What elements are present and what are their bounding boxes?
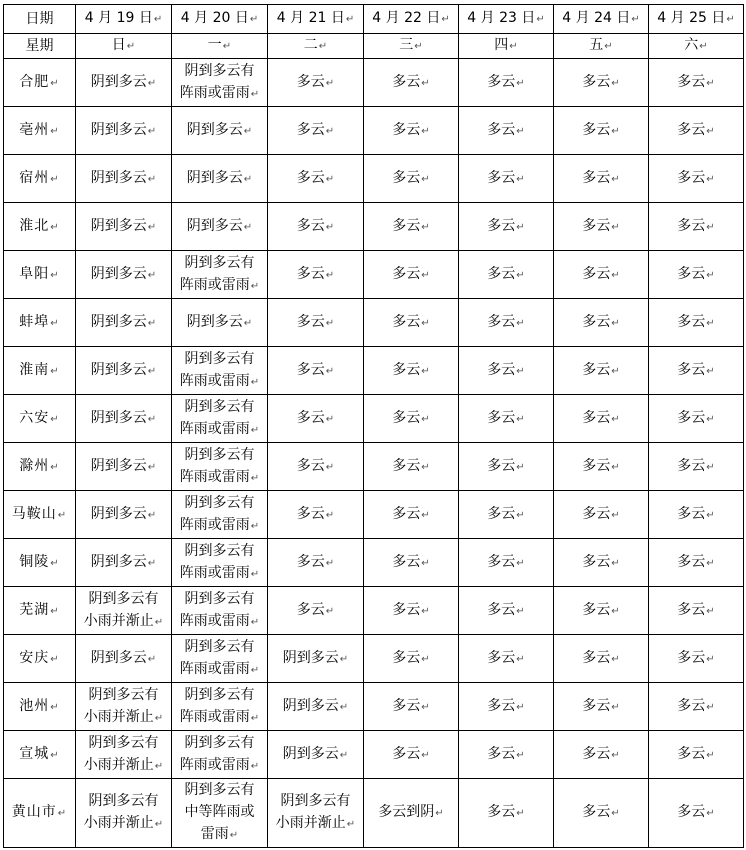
forecast-cell: 多云↵ [268, 443, 364, 491]
table-row [4, 635, 744, 683]
forecast-cell: 多云↵ [554, 779, 649, 848]
forecast-cell: 多云↵ [364, 299, 459, 347]
forecast-cell: 多云↵ [268, 107, 364, 155]
forecast-cell: 多云↵ [459, 395, 554, 443]
forecast-cell: 多云↵ [364, 155, 459, 203]
forecast-cell: 多云↵ [649, 395, 744, 443]
forecast-cell: 阴到多云↵ [76, 395, 172, 443]
forecast-cell: 阴到多云有 阵雨或雷雨↵ [172, 731, 268, 779]
forecast-cell: 阴到多云有 阵雨或雷雨↵ [172, 347, 268, 395]
forecast-cell: 多云↵ [649, 59, 744, 107]
forecast-cell: 多云↵ [649, 779, 744, 848]
forecast-cell: 多云↵ [268, 155, 364, 203]
forecast-cell: 多云↵ [364, 443, 459, 491]
forecast-cell: 多云↵ [268, 203, 364, 251]
forecast-cell: 多云↵ [554, 443, 649, 491]
city-cell: 黄山市↵ [4, 779, 76, 848]
forecast-cell: 阴到多云有 阵雨或雷雨↵ [172, 635, 268, 683]
forecast-cell: 多云↵ [554, 683, 649, 731]
table-row [4, 683, 744, 731]
forecast-cell: 多云↵ [459, 59, 554, 107]
forecast-cell: 阴到多云↵ [76, 155, 172, 203]
forecast-cell: 多云↵ [268, 299, 364, 347]
city-cell: 宿州↵ [4, 155, 76, 203]
city-cell: 芜湖↵ [4, 587, 76, 635]
forecast-cell: 多云↵ [459, 539, 554, 587]
forecast-cell: 多云↵ [364, 59, 459, 107]
forecast-cell: 多云↵ [268, 347, 364, 395]
forecast-cell: 阴到多云↵ [172, 107, 268, 155]
forecast-cell: 多云↵ [649, 683, 744, 731]
table-row [4, 443, 744, 491]
forecast-cell: 阴到多云↵ [76, 251, 172, 299]
weekday-label: 星期 [4, 34, 76, 59]
forecast-cell: 多云↵ [554, 59, 649, 107]
forecast-cell: 多云↵ [649, 203, 744, 251]
forecast-cell: 多云↵ [364, 107, 459, 155]
forecast-cell: 多云↵ [364, 491, 459, 539]
forecast-cell: 多云↵ [649, 155, 744, 203]
forecast-cell: 阴到多云↵ [268, 635, 364, 683]
city-cell: 蚌埠↵ [4, 299, 76, 347]
weekday-cell: 四↵ [459, 34, 554, 59]
forecast-cell: 阴到多云↵ [268, 731, 364, 779]
city-cell: 池州↵ [4, 683, 76, 731]
city-cell: 淮北↵ [4, 203, 76, 251]
forecast-cell: 多云↵ [554, 731, 649, 779]
date-cell: 4 月 20 日↵ [172, 5, 268, 34]
weekday-cell: 五↵ [554, 34, 649, 59]
forecast-cell: 多云↵ [364, 635, 459, 683]
forecast-cell: 阴到多云有 小雨并渐止↵ [76, 731, 172, 779]
forecast-cell: 阴到多云↵ [76, 491, 172, 539]
forecast-cell: 多云↵ [268, 491, 364, 539]
forecast-cell: 多云↵ [364, 203, 459, 251]
forecast-cell: 阴到多云↵ [76, 107, 172, 155]
forecast-cell: 多云↵ [649, 491, 744, 539]
forecast-cell: 多云↵ [554, 539, 649, 587]
forecast-cell: 多云↵ [649, 731, 744, 779]
weekday-cell: 二↵ [268, 34, 364, 59]
forecast-cell: 多云↵ [364, 347, 459, 395]
forecast-cell: 多云↵ [268, 395, 364, 443]
forecast-cell: 阴到多云↵ [76, 347, 172, 395]
forecast-cell: 多云↵ [554, 299, 649, 347]
forecast-cell: 阴到多云有 阵雨或雷雨↵ [172, 395, 268, 443]
forecast-cell: 多云↵ [364, 683, 459, 731]
table-row [4, 779, 744, 848]
forecast-cell: 阴到多云↵ [76, 443, 172, 491]
forecast-cell: 多云↵ [459, 251, 554, 299]
forecast-cell: 多云↵ [459, 731, 554, 779]
city-cell: 安庆↵ [4, 635, 76, 683]
forecast-cell: 多云↵ [268, 59, 364, 107]
city-cell: 六安↵ [4, 395, 76, 443]
forecast-cell: 多云↵ [459, 443, 554, 491]
table-row [4, 731, 744, 779]
forecast-cell: 阴到多云有 小雨并渐止↵ [76, 779, 172, 848]
forecast-cell: 多云↵ [554, 395, 649, 443]
table-row [4, 395, 744, 443]
city-cell: 淮南↵ [4, 347, 76, 395]
forecast-cell: 阴到多云有 小雨并渐止↵ [76, 587, 172, 635]
forecast-cell: 阴到多云有 小雨并渐止↵ [268, 779, 364, 848]
forecast-cell: 多云↵ [554, 203, 649, 251]
city-cell: 阜阳↵ [4, 251, 76, 299]
forecast-cell: 多云↵ [459, 779, 554, 848]
weekday-cell: 日↵ [76, 34, 172, 59]
forecast-cell: 多云↵ [649, 251, 744, 299]
forecast-cell: 多云↵ [459, 347, 554, 395]
forecast-cell: 多云↵ [554, 587, 649, 635]
table-row [4, 251, 744, 299]
forecast-cell: 多云↵ [459, 203, 554, 251]
forecast-cell: 阴到多云有 阵雨或雷雨↵ [172, 587, 268, 635]
table-row [4, 59, 744, 107]
table-row [4, 587, 744, 635]
date-cell: 4 月 24 日↵ [554, 5, 649, 34]
forecast-cell: 阴到多云↵ [76, 635, 172, 683]
forecast-cell: 多云↵ [459, 491, 554, 539]
table-row [4, 107, 744, 155]
forecast-cell: 多云↵ [649, 587, 744, 635]
forecast-cell: 多云↵ [364, 587, 459, 635]
forecast-cell: 多云↵ [364, 539, 459, 587]
forecast-cell: 多云到阴↵ [364, 779, 459, 848]
forecast-cell: 阴到多云↵ [76, 539, 172, 587]
city-cell: 亳州↵ [4, 107, 76, 155]
forecast-cell: 多云↵ [268, 587, 364, 635]
forecast-cell: 多云↵ [459, 587, 554, 635]
city-cell: 马鞍山↵ [4, 491, 76, 539]
forecast-cell: 阴到多云↵ [76, 59, 172, 107]
forecast-cell: 阴到多云有 小雨并渐止↵ [76, 683, 172, 731]
forecast-cell: 阴到多云有 阵雨或雷雨↵ [172, 251, 268, 299]
forecast-cell: 阴到多云↵ [76, 299, 172, 347]
date-label: 日期 [4, 5, 76, 34]
forecast-cell: 阴到多云有 阵雨或雷雨↵ [172, 443, 268, 491]
forecast-cell: 阴到多云有 阵雨或雷雨↵ [172, 683, 268, 731]
forecast-cell: 多云↵ [554, 251, 649, 299]
forecast-cell: 多云↵ [459, 155, 554, 203]
forecast-cell: 多云↵ [364, 251, 459, 299]
forecast-cell: 多云↵ [649, 443, 744, 491]
city-cell: 滁州↵ [4, 443, 76, 491]
date-header-row [4, 5, 744, 34]
date-cell: 4 月 21 日↵ [268, 5, 364, 34]
forecast-cell: 多云↵ [649, 539, 744, 587]
date-cell: 4 月 25 日↵ [649, 5, 744, 34]
forecast-cell: 阴到多云↵ [76, 203, 172, 251]
forecast-cell: 多云↵ [649, 635, 744, 683]
city-cell: 铜陵↵ [4, 539, 76, 587]
city-cell: 合肥↵ [4, 59, 76, 107]
forecast-cell: 多云↵ [649, 107, 744, 155]
table-row [4, 491, 744, 539]
forecast-cell: 阴到多云有 阵雨或雷雨↵ [172, 59, 268, 107]
date-cell: 4 月 22 日↵ [364, 5, 459, 34]
forecast-cell: 多云↵ [649, 347, 744, 395]
table-row [4, 203, 744, 251]
forecast-cell: 阴到多云有 中等阵雨或 雷雨↵ [172, 779, 268, 848]
forecast-cell: 多云↵ [459, 635, 554, 683]
forecast-cell: 多云↵ [459, 683, 554, 731]
table-row [4, 155, 744, 203]
weekday-header-row [4, 34, 744, 59]
table-row [4, 347, 744, 395]
forecast-cell: 多云↵ [554, 107, 649, 155]
forecast-cell: 多云↵ [554, 491, 649, 539]
forecast-cell: 多云↵ [268, 251, 364, 299]
forecast-cell: 阴到多云↵ [172, 155, 268, 203]
forecast-cell: 多云↵ [459, 107, 554, 155]
table-row [4, 539, 744, 587]
forecast-cell: 多云↵ [554, 347, 649, 395]
date-cell: 4 月 19 日↵ [76, 5, 172, 34]
forecast-cell: 阴到多云↵ [268, 683, 364, 731]
forecast-cell: 阴到多云↵ [172, 203, 268, 251]
table-row [4, 299, 744, 347]
forecast-cell: 阴到多云有 阵雨或雷雨↵ [172, 539, 268, 587]
forecast-cell: 多云↵ [268, 539, 364, 587]
city-cell: 宣城↵ [4, 731, 76, 779]
forecast-cell: 多云↵ [459, 299, 554, 347]
forecast-cell: 多云↵ [554, 155, 649, 203]
forecast-cell: 多云↵ [554, 635, 649, 683]
forecast-cell: 多云↵ [649, 299, 744, 347]
forecast-cell: 阴到多云↵ [172, 299, 268, 347]
weekday-cell: 三↵ [364, 34, 459, 59]
forecast-cell: 多云↵ [364, 731, 459, 779]
weather-forecast-table [3, 4, 744, 848]
forecast-cell: 多云↵ [364, 395, 459, 443]
weekday-cell: 一↵ [172, 34, 268, 59]
weekday-cell: 六↵ [649, 34, 744, 59]
forecast-cell: 阴到多云有 阵雨或雷雨↵ [172, 491, 268, 539]
date-cell: 4 月 23 日↵ [459, 5, 554, 34]
